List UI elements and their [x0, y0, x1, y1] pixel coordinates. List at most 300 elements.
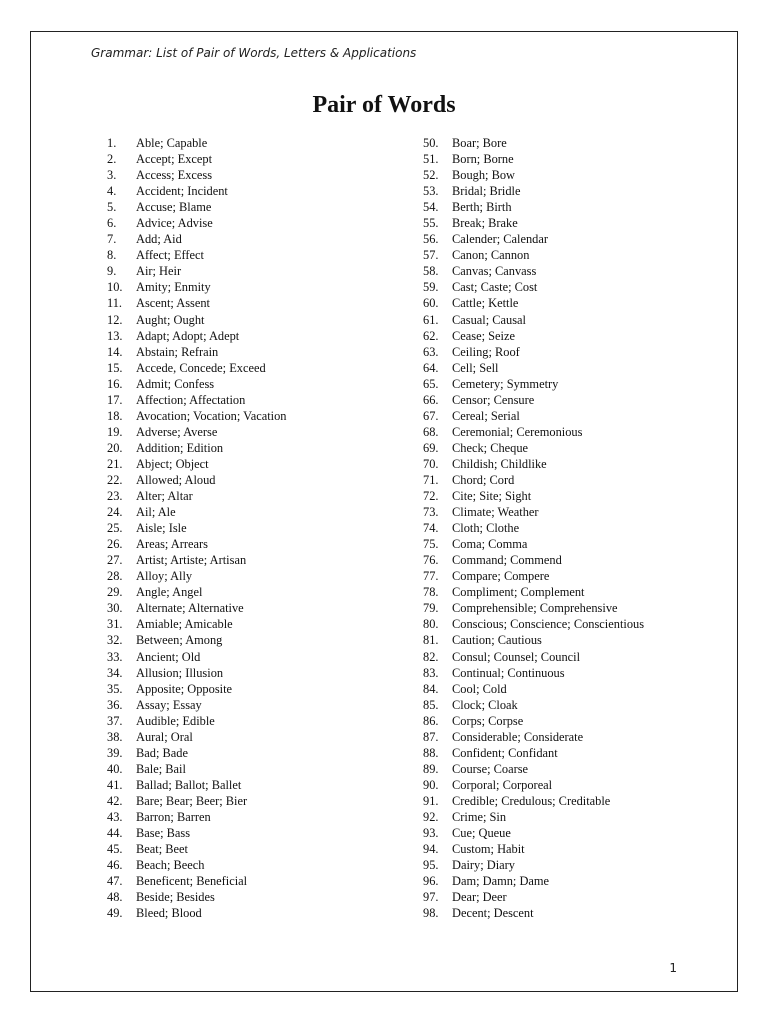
item-number: 76. [423, 553, 439, 568]
item-text: Accuse; Blame [136, 200, 212, 215]
word-pair-item [423, 616, 723, 632]
item-text: Avocation; Vocation; Vacation [136, 408, 287, 423]
item-text: Custom; Habit [452, 842, 525, 857]
word-pair-item [423, 247, 723, 263]
word-pair-item [423, 151, 723, 167]
item-text: Born; Borne [452, 152, 514, 167]
item-number: 37. [107, 713, 123, 728]
word-pair-item [107, 360, 407, 376]
item-text: Caution; Cautious [452, 633, 542, 648]
word-pair-item [423, 408, 723, 424]
item-number: 46. [107, 858, 123, 873]
page-title: Pair of Words [312, 92, 456, 118]
item-text: Corps; Corpse [452, 713, 524, 728]
item-text: Bleed; Blood [136, 906, 202, 921]
word-pair-item [423, 440, 723, 456]
word-pair-item [107, 841, 407, 857]
item-number: 29. [107, 585, 123, 600]
item-text: Beach; Beech [136, 858, 205, 873]
page-number: 1 [669, 961, 677, 975]
item-number: 75. [423, 537, 439, 552]
item-text: Comprehensible; Comprehensive [452, 601, 618, 616]
item-number: 41. [107, 777, 123, 792]
word-pair-item [107, 697, 407, 713]
item-text: Ascent; Assent [136, 296, 210, 311]
item-text: Censor; Censure [452, 392, 535, 407]
word-pair-item [423, 552, 723, 568]
item-text: Credible; Credulous; Creditable [452, 793, 611, 808]
item-number: 10. [107, 280, 123, 295]
item-text: Considerable; Considerate [452, 729, 584, 744]
running-header: Grammar: List of Pair of Words, Letters & Applications [91, 46, 417, 60]
item-text: Bridal; Bridle [452, 184, 521, 199]
item-text: Chord; Cord [452, 472, 515, 487]
item-number: 49. [107, 906, 123, 921]
item-text: Bale; Bail [136, 761, 186, 776]
item-number: 69. [423, 440, 439, 455]
item-text: Ancient; Old [136, 649, 201, 664]
word-pair-item [107, 456, 407, 472]
word-pair-item [423, 488, 723, 504]
item-text: Check; Cheque [452, 440, 529, 455]
item-text: Cite; Site; Sight [452, 489, 532, 504]
word-pair-item [423, 392, 723, 408]
word-pair-item [423, 777, 723, 793]
item-text: Canvas; Canvass [452, 264, 537, 279]
item-number: 90. [423, 777, 439, 792]
item-number: 7. [107, 232, 117, 247]
item-number: 91. [423, 793, 439, 808]
word-pair-item [423, 825, 723, 841]
item-text: Climate; Weather [452, 505, 539, 520]
item-number: 51. [423, 152, 439, 167]
item-number: 1. [107, 136, 117, 150]
item-text: Casual; Causal [452, 312, 526, 327]
item-number: 14. [107, 344, 123, 359]
word-pair-item [107, 665, 407, 681]
word-pair-item [107, 857, 407, 873]
item-text: Allusion; Illusion [136, 665, 224, 680]
item-number: 33. [107, 649, 123, 664]
item-text: Decent; Descent [452, 906, 534, 921]
item-number: 53. [423, 184, 439, 199]
item-text: Abject; Object [136, 456, 209, 471]
item-number: 66. [423, 392, 439, 407]
item-number: 71. [423, 472, 439, 487]
item-number: 30. [107, 601, 123, 616]
item-number: 54. [423, 200, 439, 215]
word-pair-item [107, 279, 407, 295]
item-number: 15. [107, 360, 123, 375]
word-pair-item [107, 504, 407, 520]
item-text: Able; Capable [136, 136, 208, 150]
item-text: Allowed; Aloud [136, 472, 216, 487]
item-text: Cereal; Serial [452, 408, 520, 423]
item-number: 80. [423, 617, 439, 632]
word-pair-item [423, 472, 723, 488]
item-text: Base; Bass [136, 826, 191, 841]
item-number: 58. [423, 264, 439, 279]
word-pair-item [107, 793, 407, 809]
item-number: 86. [423, 713, 439, 728]
item-number: 47. [107, 874, 123, 889]
item-text: Cell; Sell [452, 360, 499, 375]
item-text: Amiable; Amicable [136, 617, 233, 632]
word-pair-item [107, 408, 407, 424]
item-number: 39. [107, 745, 123, 760]
item-number: 16. [107, 376, 123, 391]
word-pair-item [107, 552, 407, 568]
word-pair-item [107, 328, 407, 344]
item-number: 82. [423, 649, 439, 664]
word-pair-item [423, 231, 723, 247]
item-text: Coma; Comma [452, 537, 528, 552]
word-pair-item [423, 504, 723, 520]
item-text: Add; Aid [136, 232, 182, 247]
item-text: Bare; Bear; Beer; Bier [136, 793, 248, 808]
item-number: 17. [107, 392, 123, 407]
word-pair-item [423, 536, 723, 552]
item-text: Continual; Continuous [452, 665, 565, 680]
word-pair-item [423, 263, 723, 279]
word-pair-item [107, 616, 407, 632]
word-pair-item [423, 665, 723, 681]
item-number: 43. [107, 809, 123, 824]
item-number: 38. [107, 729, 123, 744]
item-number: 59. [423, 280, 439, 295]
word-pair-item [423, 793, 723, 809]
item-text: Amity; Enmity [136, 280, 211, 295]
word-pair-item [423, 456, 723, 472]
document-page [30, 31, 738, 992]
word-pair-item [107, 312, 407, 328]
item-number: 63. [423, 344, 439, 359]
item-number: 95. [423, 858, 439, 873]
item-number: 48. [107, 890, 123, 905]
word-pair-item [107, 167, 407, 183]
item-text: Cast; Caste; Cost [452, 280, 538, 295]
item-number: 98. [423, 906, 439, 921]
word-pair-item [107, 151, 407, 167]
word-pair-item [107, 247, 407, 263]
word-pair-item [423, 681, 723, 697]
item-text: Ceremonial; Ceremonious [452, 424, 583, 439]
item-text: Crime; Sin [452, 809, 507, 824]
item-number: 4. [107, 184, 117, 199]
item-text: Cattle; Kettle [452, 296, 519, 311]
item-number: 65. [423, 376, 439, 391]
item-number: 94. [423, 842, 439, 857]
item-number: 26. [107, 537, 123, 552]
item-number: 79. [423, 601, 439, 616]
item-number: 52. [423, 168, 439, 183]
item-text: Affect; Effect [136, 248, 204, 263]
item-number: 61. [423, 312, 439, 327]
item-number: 13. [107, 328, 123, 343]
item-text: Beat; Beet [136, 842, 188, 857]
item-text: Boar; Bore [452, 136, 507, 150]
item-number: 28. [107, 569, 123, 584]
word-pair-item [423, 745, 723, 761]
word-pair-item [423, 215, 723, 231]
word-pair-item [423, 713, 723, 729]
item-text: Areas; Arrears [136, 537, 208, 552]
word-pair-item [423, 568, 723, 584]
item-text: Ail; Ale [136, 505, 176, 520]
item-text: Alternate; Alternative [136, 601, 244, 616]
word-pair-item [107, 873, 407, 889]
item-text: Bad; Bade [136, 745, 188, 760]
word-pair-item [107, 600, 407, 616]
item-text: Break; Brake [452, 216, 518, 231]
word-pair-item [423, 857, 723, 873]
word-pair-item [423, 360, 723, 376]
item-text: Berth; Birth [452, 200, 512, 215]
item-number: 12. [107, 312, 123, 327]
item-number: 25. [107, 521, 123, 536]
word-pair-item [423, 584, 723, 600]
item-number: 89. [423, 761, 439, 776]
item-number: 20. [107, 440, 123, 455]
item-number: 87. [423, 729, 439, 744]
word-pair-item [423, 376, 723, 392]
item-number: 21. [107, 456, 123, 471]
item-number: 77. [423, 569, 439, 584]
item-number: 78. [423, 585, 439, 600]
item-number: 56. [423, 232, 439, 247]
word-pair-item [107, 681, 407, 697]
word-pair-item [107, 215, 407, 231]
item-text: Cease; Seize [452, 328, 515, 343]
word-pair-item [107, 183, 407, 199]
item-number: 27. [107, 553, 123, 568]
item-text: Ceiling; Roof [452, 344, 520, 359]
item-text: Addition; Edition [136, 440, 224, 455]
item-text: Beside; Besides [136, 890, 215, 905]
word-pair-item [423, 697, 723, 713]
item-text: Conscious; Conscience; Conscientious [452, 617, 645, 632]
item-number: 92. [423, 809, 439, 824]
item-text: Angle; Angel [136, 585, 203, 600]
item-number: 84. [423, 681, 439, 696]
word-pair-item [423, 312, 723, 328]
word-pair-item [423, 167, 723, 183]
item-text: Abstain; Refrain [136, 344, 219, 359]
item-number: 45. [107, 842, 123, 857]
word-pair-item [423, 135, 723, 151]
word-pair-item [423, 199, 723, 215]
word-pair-item [107, 729, 407, 745]
word-pair-item [107, 344, 407, 360]
item-text: Command; Commend [452, 553, 562, 568]
item-text: Aural; Oral [136, 729, 193, 744]
item-text: Artist; Artiste; Artisan [136, 553, 247, 568]
item-text: Confident; Confidant [452, 745, 558, 760]
item-text: Aught; Ought [136, 312, 205, 327]
item-number: 6. [107, 216, 117, 231]
item-number: 50. [423, 136, 439, 150]
item-number: 57. [423, 248, 439, 263]
item-text: Aisle; Isle [136, 521, 187, 536]
item-text: Bough; Bow [452, 168, 515, 183]
item-text: Corporal; Corporeal [452, 777, 553, 792]
word-pair-item [107, 825, 407, 841]
item-number: 8. [107, 248, 117, 263]
item-text: Access; Excess [136, 168, 213, 183]
word-pair-item [423, 424, 723, 440]
item-text: Ballad; Ballot; Ballet [136, 777, 242, 792]
word-pair-item [107, 761, 407, 777]
item-text: Adapt; Adopt; Adept [136, 328, 240, 343]
item-number: 68. [423, 424, 439, 439]
item-text: Accept; Except [136, 152, 213, 167]
word-pair-item [107, 520, 407, 536]
item-text: Air; Heir [136, 264, 182, 279]
item-text: Between; Among [136, 633, 223, 648]
item-number: 31. [107, 617, 123, 632]
item-text: Dairy; Diary [452, 858, 515, 873]
item-number: 19. [107, 424, 123, 439]
word-pair-item [423, 905, 723, 921]
item-text: Consul; Counsel; Council [452, 649, 581, 664]
word-pair-item [423, 729, 723, 745]
word-pair-item [107, 488, 407, 504]
item-number: 88. [423, 745, 439, 760]
item-text: Clock; Cloak [452, 697, 518, 712]
item-number: 73. [423, 505, 439, 520]
item-text: Compare; Compere [452, 569, 550, 584]
item-text: Cool; Cold [452, 681, 507, 696]
item-number: 64. [423, 360, 439, 375]
item-number: 42. [107, 793, 123, 808]
item-text: Accede, Concede; Exceed [136, 360, 266, 375]
item-number: 36. [107, 697, 123, 712]
item-text: Compliment; Complement [452, 585, 585, 600]
word-pair-item [423, 279, 723, 295]
item-text: Admit; Confess [136, 376, 215, 391]
item-number: 83. [423, 665, 439, 680]
word-pair-item [107, 263, 407, 279]
item-number: 93. [423, 826, 439, 841]
word-pair-item [107, 649, 407, 665]
word-pair-item [107, 376, 407, 392]
item-text: Dear; Deer [452, 890, 507, 905]
word-pair-item [107, 135, 407, 151]
item-number: 5. [107, 200, 117, 215]
item-number: 40. [107, 761, 123, 776]
word-pair-item [107, 777, 407, 793]
word-pair-item [423, 873, 723, 889]
word-pair-item [107, 231, 407, 247]
item-text: Canon; Cannon [452, 248, 530, 263]
word-pair-item [107, 536, 407, 552]
word-pair-item [423, 520, 723, 536]
item-text: Barron; Barren [136, 809, 211, 824]
item-text: Cue; Queue [452, 826, 511, 841]
word-pair-item [107, 632, 407, 648]
item-text: Dam; Damn; Dame [452, 874, 550, 889]
item-text: Affection; Affectation [136, 392, 246, 407]
item-text: Calender; Calendar [452, 232, 548, 247]
item-number: 55. [423, 216, 439, 231]
word-pair-item [107, 472, 407, 488]
word-pair-item [107, 424, 407, 440]
item-text: Adverse; Averse [136, 424, 218, 439]
item-number: 2. [107, 152, 117, 167]
word-pair-item [107, 713, 407, 729]
item-number: 35. [107, 681, 123, 696]
item-text: Cemetery; Symmetry [452, 376, 559, 391]
item-text: Childish; Childlike [452, 456, 547, 471]
item-text: Apposite; Opposite [136, 681, 233, 696]
item-number: 22. [107, 472, 123, 487]
word-pair-item [107, 745, 407, 761]
item-number: 44. [107, 826, 123, 841]
word-pair-item [423, 809, 723, 825]
word-pair-item [423, 632, 723, 648]
item-text: Audible; Edible [136, 713, 215, 728]
item-number: 72. [423, 489, 439, 504]
word-pair-item [107, 440, 407, 456]
item-text: Alloy; Ally [136, 569, 193, 584]
word-pair-item [423, 761, 723, 777]
item-number: 34. [107, 665, 123, 680]
word-pair-item [107, 568, 407, 584]
word-pair-item [107, 584, 407, 600]
item-text: Beneficent; Beneficial [136, 874, 248, 889]
item-text: Alter; Altar [136, 489, 193, 504]
word-pair-list-left [107, 135, 407, 921]
word-pair-item [423, 649, 723, 665]
word-pair-item [423, 183, 723, 199]
item-number: 18. [107, 408, 123, 423]
item-number: 70. [423, 456, 439, 471]
item-number: 81. [423, 633, 439, 648]
item-number: 24. [107, 505, 123, 520]
word-pair-item [423, 841, 723, 857]
word-pair-item [107, 905, 407, 921]
item-number: 9. [107, 264, 117, 279]
item-number: 96. [423, 874, 439, 889]
item-text: Accident; Incident [136, 184, 228, 199]
item-text: Assay; Essay [136, 697, 202, 712]
item-number: 67. [423, 408, 439, 423]
item-number: 3. [107, 168, 117, 183]
item-number: 97. [423, 890, 439, 905]
word-pair-item [423, 344, 723, 360]
item-number: 60. [423, 296, 439, 311]
word-pair-item [423, 600, 723, 616]
word-pair-item [107, 295, 407, 311]
item-number: 11. [107, 296, 123, 311]
item-number: 62. [423, 328, 439, 343]
word-pair-item [423, 328, 723, 344]
word-pair-item [107, 392, 407, 408]
word-pair-item [423, 889, 723, 905]
word-pair-item [423, 295, 723, 311]
word-pair-list-right [423, 135, 723, 921]
item-number: 74. [423, 521, 439, 536]
item-number: 32. [107, 633, 123, 648]
item-text: Cloth; Clothe [452, 521, 520, 536]
word-pair-item [107, 809, 407, 825]
word-pair-item [107, 199, 407, 215]
item-number: 23. [107, 489, 123, 504]
item-number: 85. [423, 697, 439, 712]
item-text: Course; Coarse [452, 761, 529, 776]
word-pair-item [107, 889, 407, 905]
item-text: Advice; Advise [136, 216, 213, 231]
